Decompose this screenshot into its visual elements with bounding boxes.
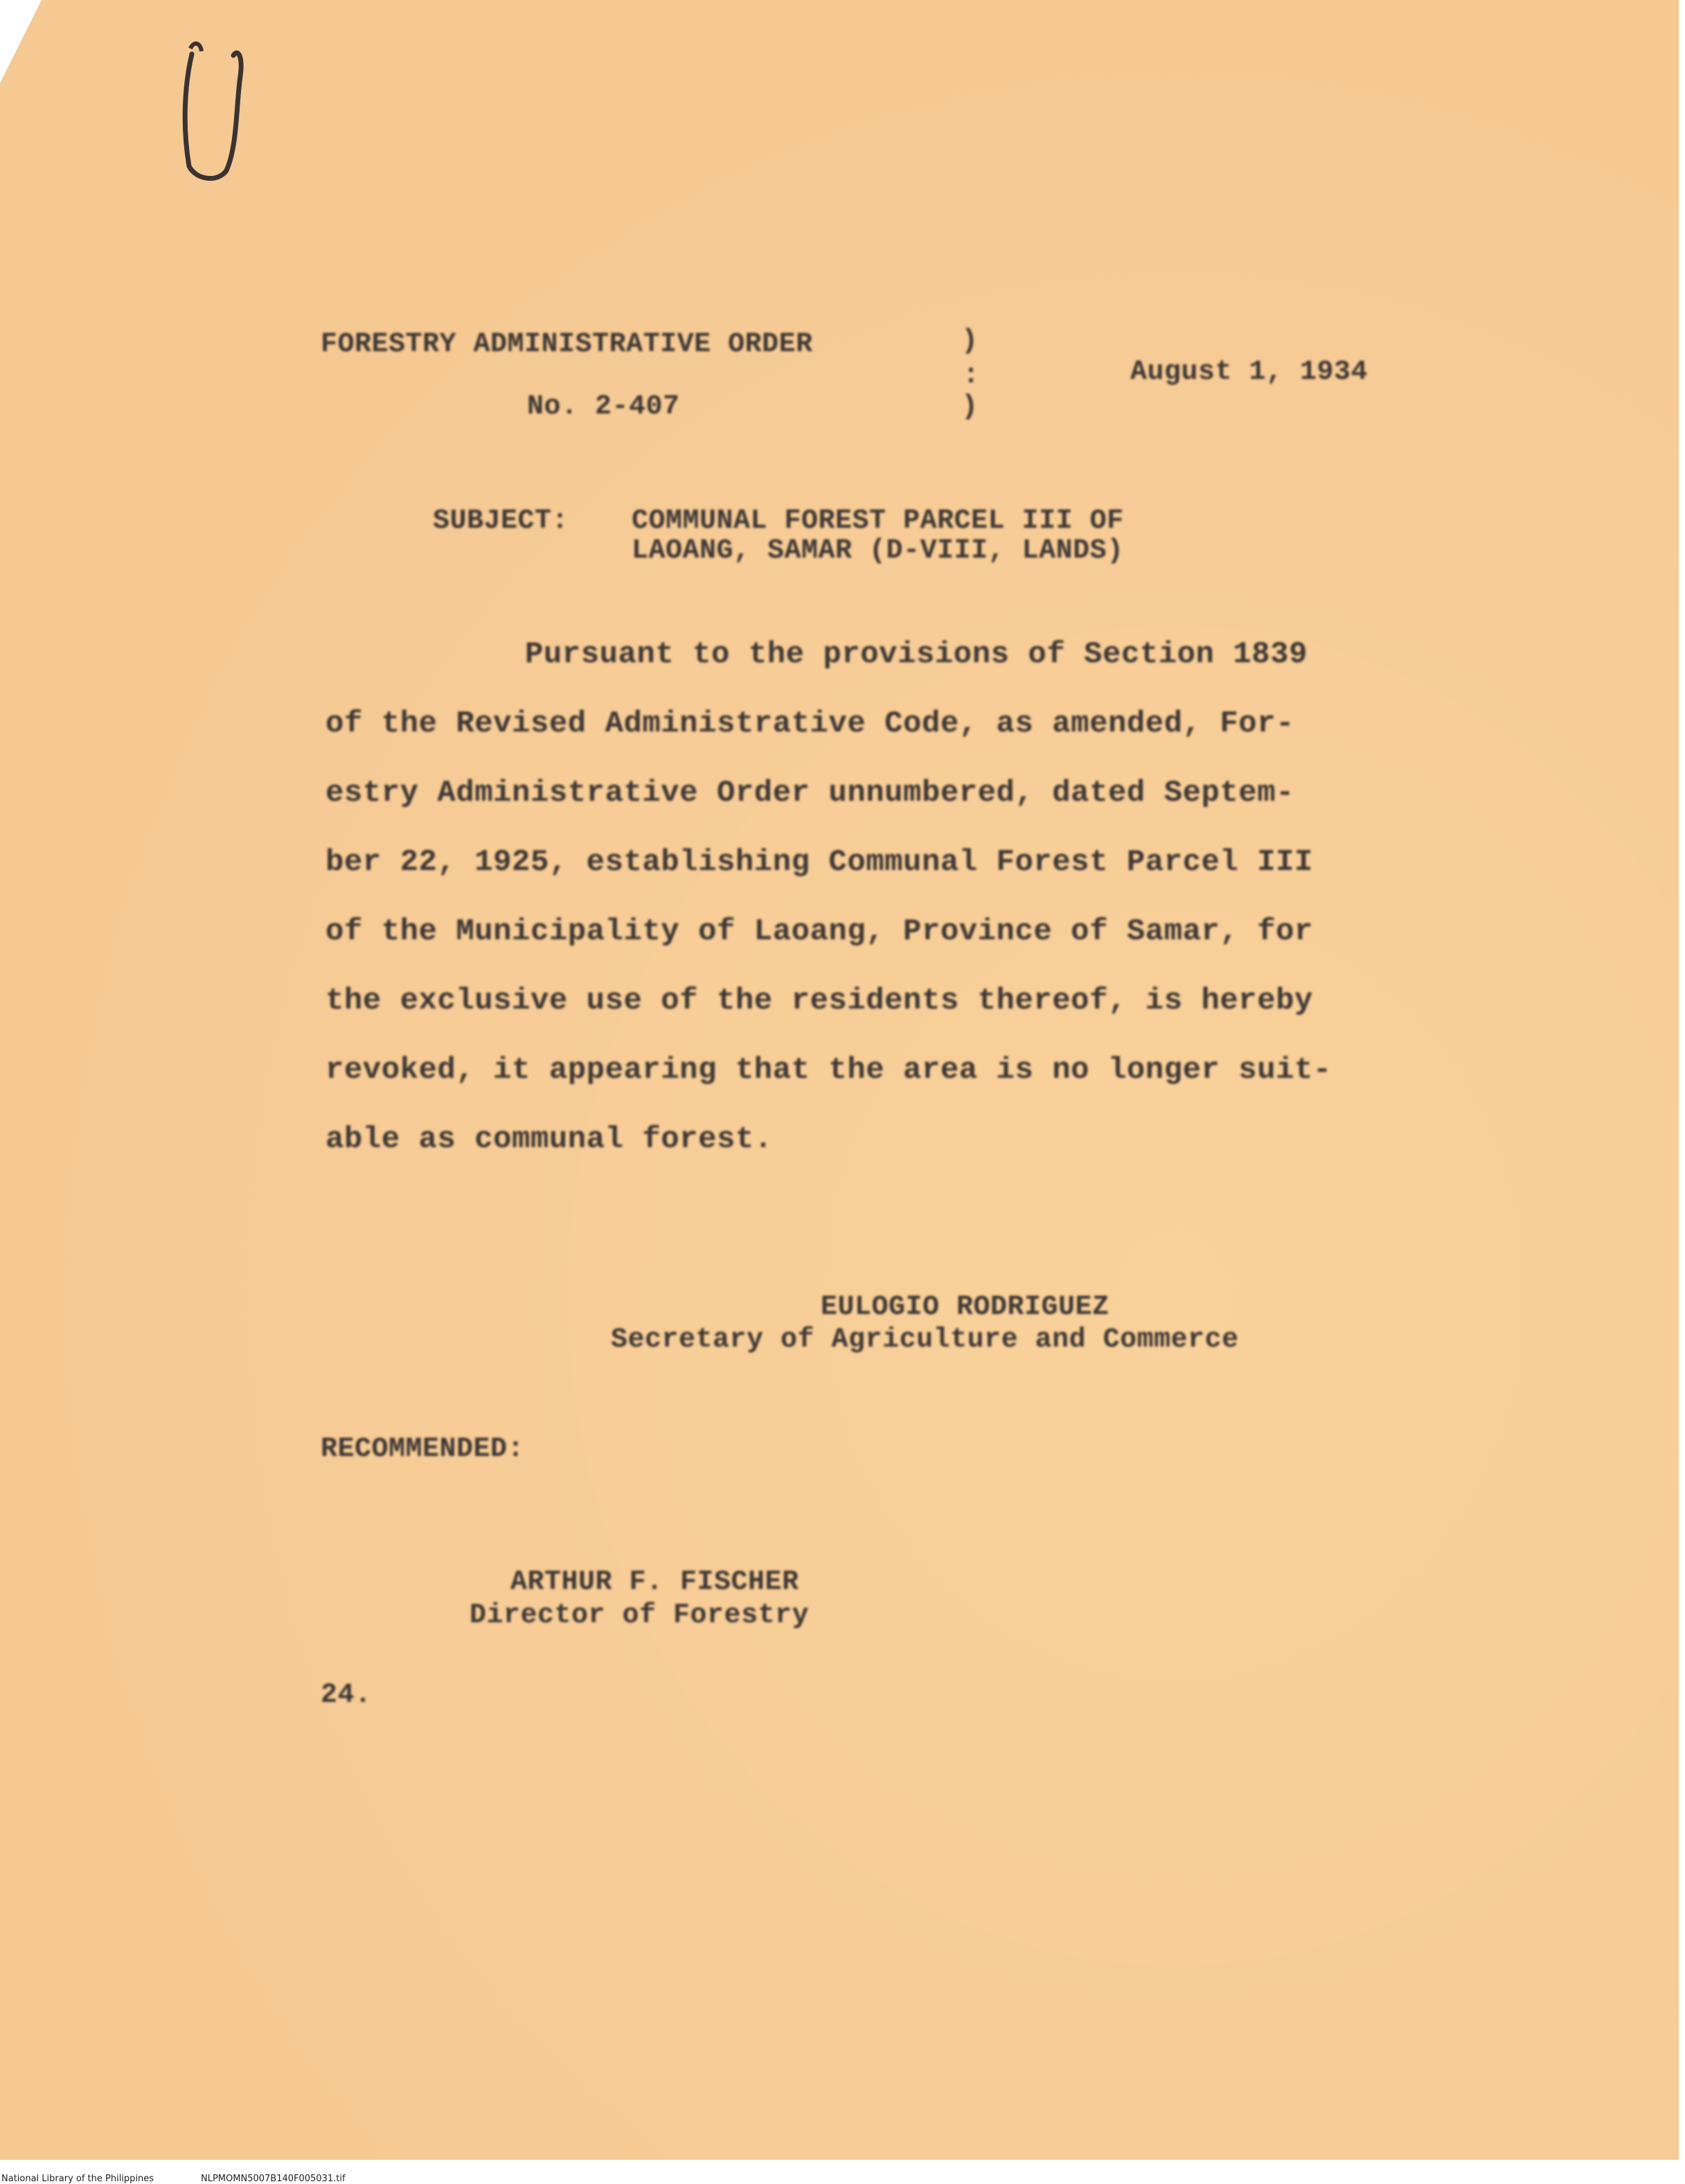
body-line-8: able as communal forest. <box>326 1122 773 1157</box>
body-line-7: revoked, it appearing that the area is no longer suit- <box>326 1053 1332 1087</box>
bracket-bottom: ) <box>961 391 979 423</box>
body-line-5: of the Municipality of Laoang, Province of Samar, for <box>326 914 1313 949</box>
body-line-6: the exclusive use of the residents thereof, is hereby <box>326 984 1313 1018</box>
signatory-title: Secretary of Agriculture and Commerce <box>611 1324 1239 1356</box>
order-number: No. 2-407 <box>527 391 680 423</box>
order-date: August 1, 1934 <box>1130 357 1368 388</box>
subject-label: SUBJECT: <box>433 506 569 537</box>
recommended-label: RECOMMENDED: <box>321 1434 525 1465</box>
subject-line-2: LAOANG, SAMAR (D-VIII, LANDS) <box>632 535 1124 567</box>
body-line-2: of the Revised Administrative Code, as amended, For- <box>326 707 1295 741</box>
bracket-mid: : <box>963 360 980 391</box>
order-title: FORESTRY ADMINISTRATIVE ORDER <box>321 329 813 360</box>
recommender-name: ARTHUR F. FISCHER <box>510 1567 799 1598</box>
body-line-4: ber 22, 1925, establishing Communal Forest Parcel III <box>326 845 1313 880</box>
body-line-3: estry Administrative Order unnumbered, dated Septem- <box>326 776 1295 810</box>
bracket-top: ) <box>961 326 979 357</box>
subject-line-1: COMMUNAL FOREST PARCEL III OF <box>632 506 1124 537</box>
recommender-title: Director of Forestry <box>470 1600 810 1631</box>
footer-filename: NLPMOMN5007B140F005031.tif <box>201 2174 346 2184</box>
footer-library-credit: National Library of the Philippines <box>1 2174 154 2184</box>
body-line-1: Pursuant to the provisions of Section 1839 <box>525 637 1308 672</box>
file-number: 24. <box>321 1680 372 1711</box>
signatory-name: EULOGIO RODRIGUEZ <box>821 1292 1109 1323</box>
staple-hole-mark <box>177 35 253 184</box>
